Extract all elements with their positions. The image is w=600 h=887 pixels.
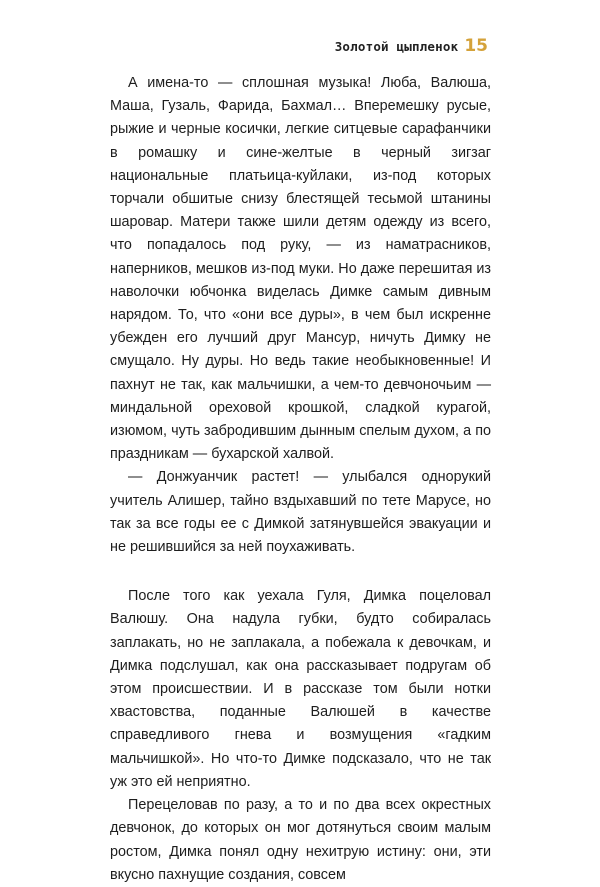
running-head — [335, 36, 488, 56]
section-break — [110, 559, 491, 585]
paragraph-3: После того как уехала Гуля, Димка поцеловал Валюшу. Она надула губки, будто собиралась заплакать, но не заплакала, а побежала к девочкам, и Димка подслушал, как она рассказывает подругам об этом происшествии. И в рассказе том были нотки хвастовства, поданные Валюшей в качестве справедливого гнева и возмущения «гадким мальчишкой». Но что-то Димке подсказало, что не так уж это ей неприятно. — [110, 588, 491, 790]
paragraph-2: — Донжуанчик растет! — улыбался однорукий учитель Алишер, тайно вздыхавший по тете Марусе, но так за все годы ее с Димкой затянувшейся эвакуации и не решившийся за ней поухаживать. — [110, 469, 491, 556]
running-title: Золотой цыпленок — [334, 39, 459, 54]
paragraph-4: Перецеловав по разу, а то и по два всех окрестных девчонок, до которых он мог дотянуться своим малым ростом, Димка понял одну нехитрую истину: они, эти вкусно пахнущие создания, совсем — [110, 797, 491, 883]
page-number: 15 — [464, 36, 488, 56]
body-text — [110, 72, 491, 887]
paragraph-1: А имена-то — сплошная музыка! Люба, Валюша, Маша, Гузаль, Фарида, Бахмал… Вперемешку русые, рыжие и черные косички, легкие ситцевые сарафанчики в ромашку и сине-желтые в черный зигзаг национальные платьица-куйлаки, из-под которых торчали обшитые снизу блестящей тесьмой штанины шаровар. Матери также шили детям одежду из всего, что попадалось под руку, — из наматрасников, наперников, мешков из-под муки. Но даже перешитая из наволочки юбчонка виделась Димке самым дивным нарядом. То, что «они все дуры», в чем был искренне убежден его лучший друг Мансур, ничуть Димку не смущало. Ну дуры. Но ведь такие необыкновенные! И пахнут не так, как мальчишки, а чем-то девчоночьим — миндальной ореховой крошкой, сладкой курагой, изюмом, чуть забродившим дынным спелым духом, а по праздникам — бухарской халвой. — [110, 75, 491, 463]
